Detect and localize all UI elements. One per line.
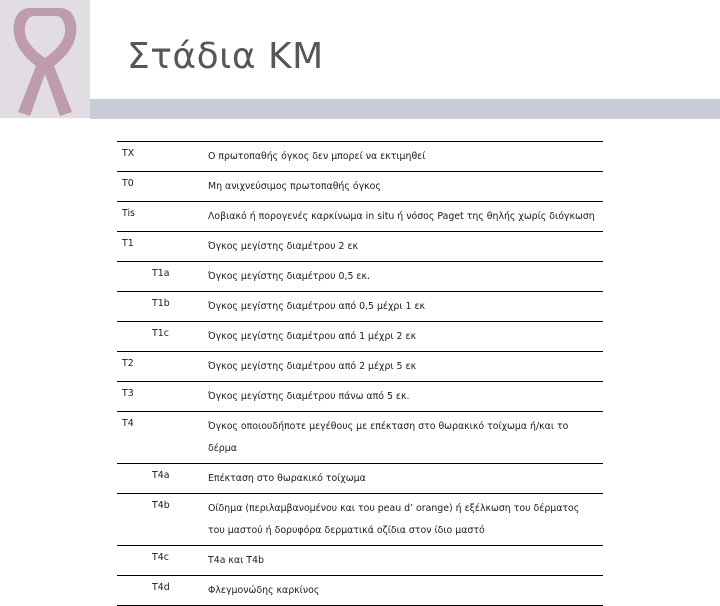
table-row (117, 351, 603, 381)
substage-cell: T4b (152, 500, 170, 511)
table-row (117, 141, 603, 171)
description-cell: Όγκος μεγίστης διαμέτρου 0,5 εκ. (208, 271, 370, 282)
description-cell: Ο πρωτοπαθής όγκος δεν μπορεί να εκτιμηθεί (208, 151, 426, 162)
page-title: Στάδια ΚΜ (127, 36, 324, 77)
substage-cell: T4c (152, 552, 169, 563)
title-rule (90, 99, 720, 119)
stage-cell: T0 (122, 178, 134, 189)
substage-cell: T4a (152, 470, 170, 481)
table-row (117, 411, 603, 463)
tnm-table (117, 141, 603, 606)
table-row (117, 231, 603, 261)
description-cell: Φλεγμονώδης καρκίνος (208, 585, 320, 596)
substage-cell: T1c (152, 328, 169, 339)
substage-cell: T1a (152, 268, 170, 279)
description-cell: T4a και T4b (208, 555, 264, 566)
stage-cell: TX (122, 148, 135, 159)
table-row (117, 575, 603, 606)
description-cell: Όγκος μεγίστης διαμέτρου από 1 μέχρι 2 εκ (208, 331, 417, 342)
table-row (117, 545, 603, 575)
substage-cell: T4d (152, 582, 170, 593)
table-row (117, 171, 603, 201)
description-cell: Όγκος μεγίστης διαμέτρου από 0,5 μέχρι 1 εκ (208, 301, 426, 312)
stage-cell: T4 (122, 418, 134, 429)
table-row (117, 463, 603, 493)
description-cell: Όγκος μεγίστης διαμέτρου 2 εκ (208, 241, 359, 252)
stage-cell: T1 (122, 238, 134, 249)
substage-cell: T1b (152, 298, 170, 309)
table-row (117, 261, 603, 291)
table-row (117, 321, 603, 351)
pink-ribbon-icon (0, 0, 90, 118)
description-cell: Επέκταση στο θωρακικό τοίχωμα (208, 473, 366, 484)
table-row (117, 493, 603, 545)
table-row (117, 201, 603, 231)
table-row (117, 381, 603, 411)
description-cell: Λοβιακό ή πορογενές καρκίνωμα in situ ή νόσος Paget της θηλής χωρίς διόγκωση (208, 211, 595, 222)
table-row (117, 291, 603, 321)
description-cell: Μη ανιχνεύσιμος πρωτοπαθής όγκος (208, 181, 381, 192)
description-cell: Οίδημα (περιλαμβανομένου και του peau d’ orange) ή εξέλκωση του δέρματος του μαστού ή δορυφόρα δερματικά οζίδια στον ίδιο μαστό (208, 503, 580, 536)
description-cell: Όγκος μεγίστης διαμέτρου πάνω από 5 εκ. (208, 391, 410, 402)
description-cell: Όγκος μεγίστης διαμέτρου από 2 μέχρι 5 εκ (208, 361, 417, 372)
description-cell: Όγκος οποιουδήποτε μεγέθους με επέκταση στο θωρακικό τοίχωμα ή/και το δέρμα (208, 421, 569, 454)
stage-cell: Tis (122, 208, 135, 219)
stage-cell: T2 (122, 358, 134, 369)
ribbon-logo-panel (0, 0, 90, 118)
stage-cell: T3 (122, 388, 134, 399)
